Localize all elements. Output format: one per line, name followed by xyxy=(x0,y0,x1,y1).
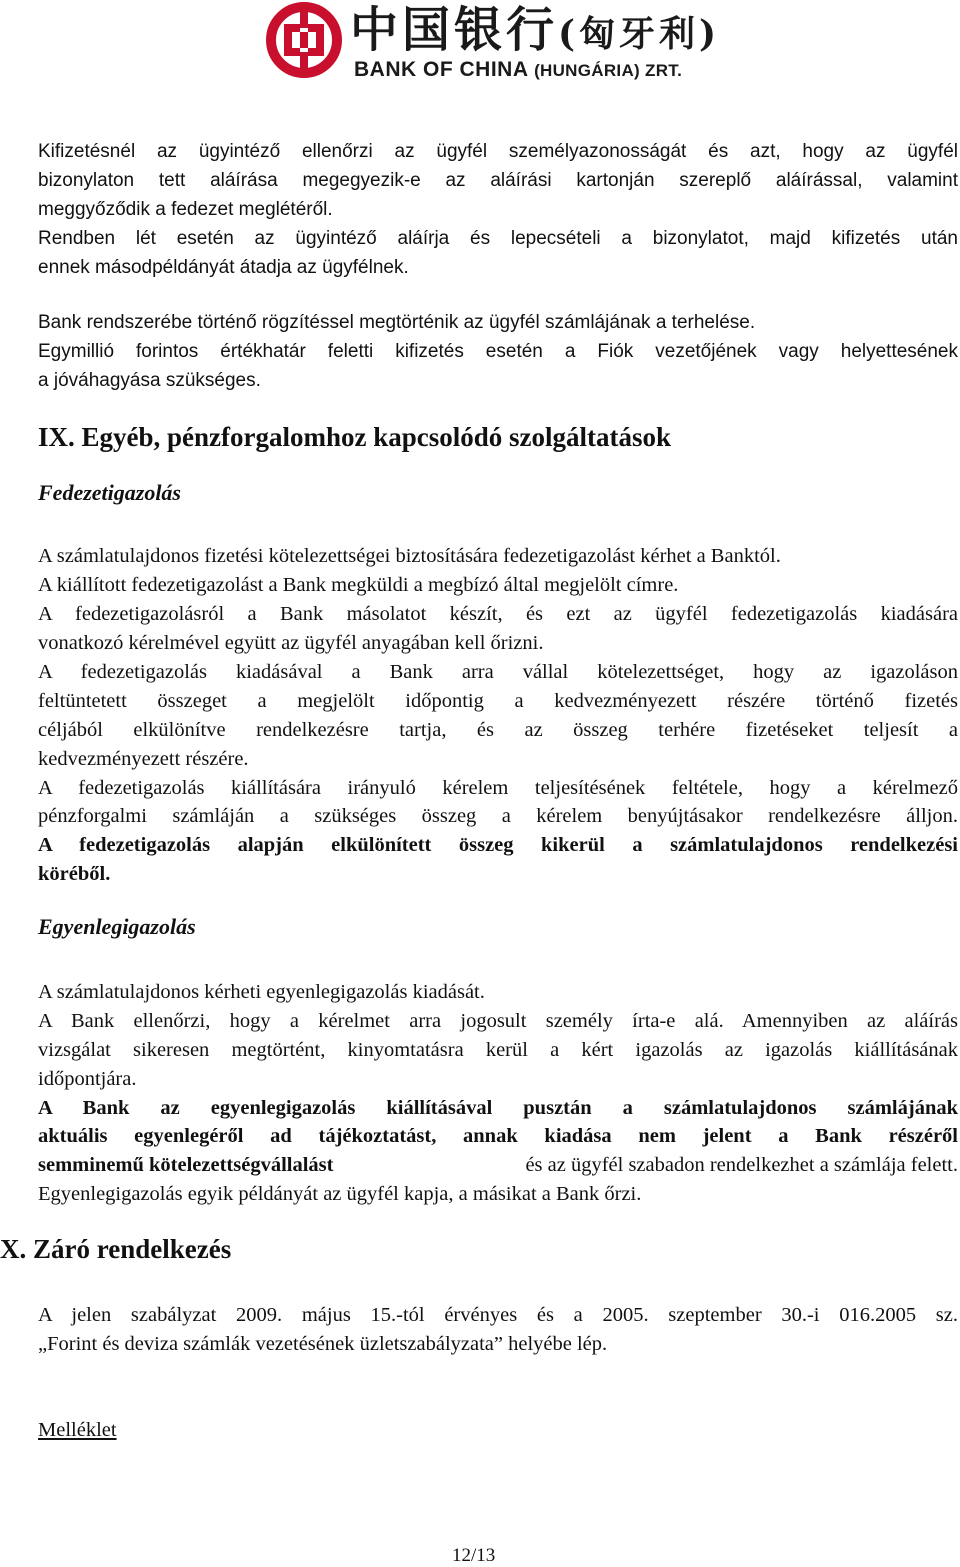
section-10-title: X. Záró rendelkezés xyxy=(0,1234,232,1264)
egyenleg-line: időpontjára. xyxy=(38,1068,137,1090)
logo-english-text xyxy=(354,58,682,82)
logo-english-sub: (HUNGÁRIA) ZRT. xyxy=(534,61,683,80)
egyenleg-tail-fragment: és az ügyfél szabadon rendelkezhet a számlája felett. xyxy=(520,1154,958,1176)
egyenleg-bold-line: A Bank az egyenlegigazolás kiállításával pusztán a számlatulajdonos számlájának xyxy=(38,1097,958,1119)
page-number: 12/13 xyxy=(452,1545,496,1566)
p1-line: Rendben lét esetén az ügyintéző aláírja és lepecsételi a bizonylatot, majd kifizetés után xyxy=(38,228,958,249)
zaro-line: „Forint és deviza számlák vezetésének üzletszabályzata” helyébe lép. xyxy=(38,1333,608,1355)
bank-of-china-logo xyxy=(266,0,721,84)
fedezet-line: feltüntetett összeget a megjelölt időpontig a kedvezményezett részére történő fizetés xyxy=(38,690,958,712)
egyenleg-mixed-line xyxy=(38,1154,958,1177)
egyenleg-line: A számlatulajdonos kérheti egyenlegigazolás kiadását. xyxy=(38,981,485,1003)
p2-line: a jóváhagyása szükséges. xyxy=(38,370,261,391)
logo-english-name: BANK OF CHINA xyxy=(354,58,528,81)
fedezet-line: A számlatulajdonos fizetési kötelezettségei biztosítására fedezetigazolást kérhet a Banktól. xyxy=(38,545,781,567)
fedezet-line: A fedezetigazolás kiállítására irányuló kérelem teljesítésének feltétele, hogy a kérelmező xyxy=(38,777,958,799)
fedezet-line: vonatkozó kérelmével együtt az ügyfél anyagában kell őrizni. xyxy=(38,632,544,654)
fedezet-line: kedvezményezett részére. xyxy=(38,748,249,770)
zaro-line: A jelen szabályzat 2009. május 15.-tól érvényes és a 2005. szeptember 30.-i 016.2005 sz. xyxy=(38,1304,958,1326)
p1-line: bizonylaton tett aláírása megegyezik-e az aláírási kartonján szereplő aláírással, valamint xyxy=(38,170,958,191)
p1-line: ennek másodpéldányát átadja az ügyfélnek. xyxy=(38,257,409,278)
fedezet-line: pénzforgalmi számláján a szükséges összeg a kérelem benyújtásakor rendelkezésre álljon. xyxy=(38,805,958,827)
fedezet-bold-line: köréből. xyxy=(38,863,111,885)
p2-line: Bank rendszerébe történő rögzítéssel megtörténik az ügyfél számlájának a terhelése. xyxy=(38,312,756,333)
egyenleg-line: vizsgálat sikeresen megtörtént, kinyomtatásra kerül a kért igazolás az igazolás kiállításának xyxy=(38,1039,958,1061)
egyenleg-line: A Bank ellenőrzi, hogy a kérelmet arra jogosult személy írta-e alá. Amennyiben az aláírás xyxy=(38,1010,958,1032)
fedezet-line: A kiállított fedezetigazolást a Bank megküldi a megbízó által megjelölt címre. xyxy=(38,574,679,596)
melleklet-link[interactable]: Melléklet xyxy=(38,1419,117,1441)
p1-line: meggyőződik a fedezet meglétéről. xyxy=(38,199,333,220)
logo-chinese-name: 中国银行 xyxy=(350,2,559,58)
egyenleg-bold-fragment: semminemű kötelezettségvállalást xyxy=(38,1154,334,1176)
logo-chinese-sub: (匈牙利) xyxy=(558,13,721,55)
fedezet-line: A fedezetigazolásról a Bank másolatot készít, és ezt az ügyfél fedezetigazolás kiadására xyxy=(38,603,958,625)
fedezetigazolas-heading: Fedezetigazolás xyxy=(38,480,181,505)
p1-line: Kifizetésnél az ügyintéző ellenőrzi az ügyfél személyazonosságát és azt, hogy az ügyfél xyxy=(38,141,958,162)
section-9-title: IX. Egyéb, pénzforgalomhoz kapcsolódó szolgáltatások xyxy=(38,422,672,452)
bank-of-china-emblem-icon xyxy=(266,2,342,78)
egyenleg-line: Egyenlegigazolás egyik példányát az ügyfél kapja, a másikat a Bank őrzi. xyxy=(38,1183,642,1205)
fedezet-line: A fedezetigazolás kiadásával a Bank arra vállal kötelezettséget, hogy az igazoláson xyxy=(38,661,958,683)
fedezet-line: céljából elkülönítve rendelkezésre tartja, és az összeg terhére fizetéseket teljesít a xyxy=(38,719,958,741)
logo-chinese-text xyxy=(350,2,720,62)
egyenlegigazolas-heading: Egyenlegigazolás xyxy=(38,914,196,939)
fedezet-bold-line: A fedezetigazolás alapján elkülönített összeg kikerül a számlatulajdonos rendelkezési xyxy=(38,834,958,856)
p2-line: Egymillió forintos értékhatár feletti kifizetés esetén a Fiók vezetőjének vagy helyettesének xyxy=(38,341,958,362)
egyenleg-bold-line: aktuális egyenlegéről ad tájékoztatást, annak kiadása nem jelent a Bank részéről xyxy=(38,1125,958,1147)
